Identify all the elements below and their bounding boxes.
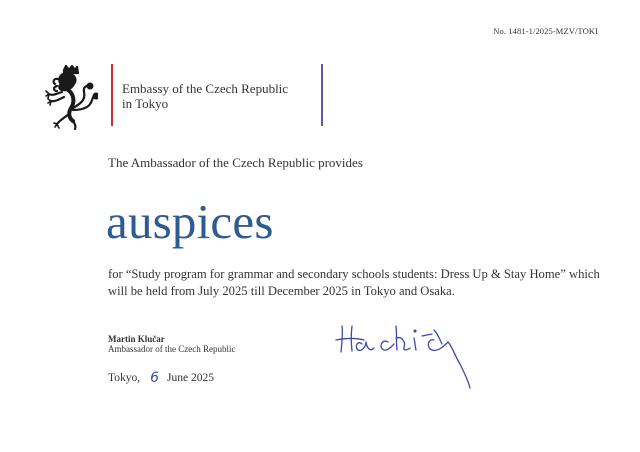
issue-date: [108, 369, 214, 385]
date-place: Tokyo,: [108, 372, 141, 384]
intro-line: The Ambassador of the Czech Republic provides: [108, 155, 363, 170]
date-day-handwritten: 6: [150, 370, 160, 386]
embassy-name: [122, 81, 288, 111]
embassy-line-2: in Tokyo: [122, 96, 169, 111]
program-description: for “Study program for grammar and secondary schools students: Dress Up & Stay Home” which will be held from July 2025 till December 2025 in Tokyo and Osaka.: [108, 267, 600, 298]
letterhead-red-rule: [111, 64, 113, 126]
handwritten-signature: [330, 318, 480, 393]
auspices-heading: auspices: [106, 194, 274, 249]
signer-name: Martin Klučar: [108, 334, 165, 344]
date-month-year: June 2025: [167, 372, 214, 384]
letterhead-blue-rule: [321, 64, 323, 126]
czech-lion-emblem-icon: [44, 64, 98, 130]
reference-number: No. 1481-1/2025-MZV/TOKI: [493, 26, 598, 36]
embassy-line-1: Embassy of the Czech Republic: [122, 81, 289, 96]
signer-title: Ambassador of the Czech Republic: [108, 344, 236, 354]
